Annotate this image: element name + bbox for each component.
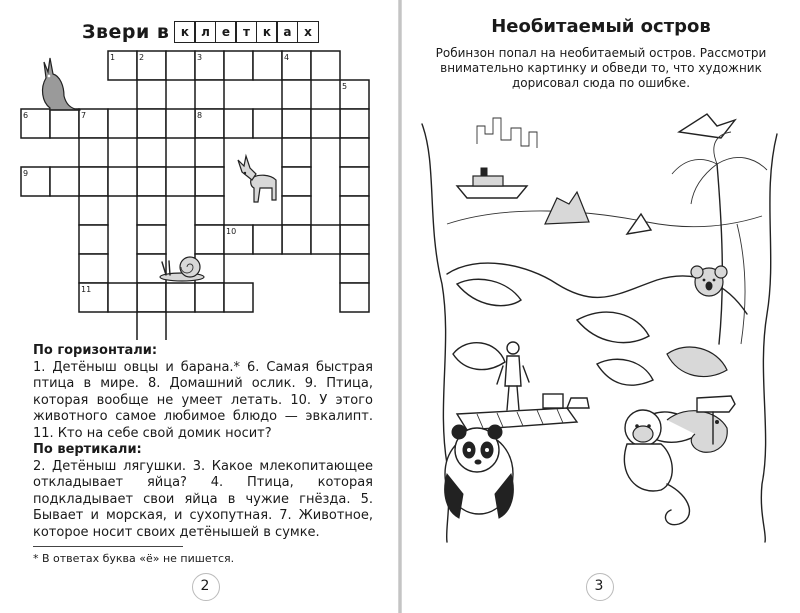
crossword-cell[interactable] [340, 109, 369, 138]
crossword-cell[interactable] [79, 225, 108, 254]
raft-illustration [457, 394, 589, 430]
ship-illustration [457, 168, 527, 198]
title-letter-boxes [175, 21, 319, 43]
clue-number: 5 [342, 82, 348, 91]
title-letter: х [297, 21, 319, 43]
crossword-cell[interactable] [195, 225, 224, 254]
crossword-cell[interactable] [195, 138, 224, 167]
crossword-cell[interactable] [137, 80, 166, 109]
crossword-cell[interactable] [137, 138, 166, 167]
crossword-cell[interactable] [108, 283, 137, 312]
crossword-grid[interactable] [20, 50, 380, 340]
crossword-cell[interactable] [311, 51, 340, 80]
footnote: * В ответах буква «ё» не пишется. [33, 552, 235, 565]
clue-number: 10 [226, 227, 237, 236]
crossword-cell[interactable] [311, 225, 340, 254]
page-title: Необитаемый остров [491, 16, 711, 37]
crossword-cell[interactable] [253, 51, 282, 80]
clue-number: 2 [139, 53, 145, 62]
robinson-figure [497, 342, 529, 410]
crossword-cell[interactable] [340, 225, 369, 254]
title-letter: к [174, 21, 196, 43]
crossword-cell[interactable] [195, 196, 224, 225]
island-illustration[interactable] [417, 104, 787, 544]
crossword-cell[interactable] [79, 196, 108, 225]
left-page [0, 0, 398, 613]
title-letter: е [215, 21, 237, 43]
clue-number: 4 [284, 53, 290, 62]
clue-number: 11 [81, 285, 92, 294]
crossword-clues [33, 343, 373, 541]
crossword-cell[interactable] [195, 80, 224, 109]
donkey-illustration [238, 156, 276, 202]
task-instructions: Робинзон попал на необитаемый остров. Рассмотри внимательно картинку и обведи то, что художник дорисовал сюда по ошибке. [435, 46, 767, 90]
panda-illustration [445, 425, 514, 518]
crossword-cell[interactable] [166, 283, 195, 312]
crossword-cell[interactable] [166, 109, 195, 138]
crossword-cell[interactable] [253, 225, 282, 254]
crossword-cell[interactable] [79, 138, 108, 167]
crossword-cell[interactable] [311, 109, 340, 138]
crossword-cell[interactable] [253, 109, 282, 138]
crossword-cell[interactable] [340, 138, 369, 167]
across-clues: 1. Детёныш овцы и барана.* 6. Самая быстрая птица в мире. 8. Домашний ослик. 9. Птица, которая вообще не умеет летать. 10. У этого животного самое любимое блюдо — эвкалипт. 11. Кто на себе свой домик носит? [33, 359, 373, 441]
crossword-cell[interactable] [137, 109, 166, 138]
page-number-right: 3 [586, 573, 612, 599]
title-letter: а [276, 21, 298, 43]
crossword-cell[interactable] [224, 51, 253, 80]
crossword-cell[interactable] [137, 196, 166, 225]
clue-number: 9 [23, 169, 29, 178]
clue-number: 8 [197, 111, 203, 120]
down-clues: 2. Детёныш лягушки. 3. Какое млекопитающее откладывает яйца? 4. Птица, которая подкладывает свои яйца в чужие гнёзда. 5. Бывает и морская, и сухопутная. 7. Животное, которое носит своих детёнышей в сумке. [33, 458, 373, 540]
crossword-cell[interactable] [195, 283, 224, 312]
crossword-cell[interactable] [282, 80, 311, 109]
crossword-cell[interactable] [137, 312, 166, 340]
across-heading: По горизонтали: [33, 343, 158, 358]
title-letter: т [235, 21, 257, 43]
crossword-cells [21, 51, 369, 340]
crossword-title [82, 20, 319, 44]
crossword-cell[interactable] [340, 196, 369, 225]
title-letter: к [256, 21, 278, 43]
crossword-cell[interactable] [340, 167, 369, 196]
right-page [402, 0, 800, 613]
kangaroo-illustration [43, 58, 80, 110]
clue-number: 3 [197, 53, 203, 62]
clue-number: 1 [110, 53, 116, 62]
page-number-left: 2 [192, 573, 218, 599]
crossword-cell[interactable] [137, 167, 166, 196]
crossword-cell[interactable] [340, 283, 369, 312]
clue-number: 6 [23, 111, 29, 120]
rock-hills [545, 192, 651, 234]
clue-number: 7 [81, 111, 87, 120]
crossword-cell[interactable] [282, 225, 311, 254]
crossword-cell[interactable] [108, 109, 137, 138]
crossword-cell[interactable] [79, 167, 108, 196]
palm-trees [672, 132, 767, 344]
city-skyline [477, 118, 537, 148]
crossword-cell[interactable] [282, 138, 311, 167]
crossword-cell[interactable] [50, 167, 79, 196]
crossword-cell[interactable] [137, 283, 166, 312]
crossword-cell[interactable] [224, 283, 253, 312]
footnote-divider [33, 546, 183, 547]
crossword-cell[interactable] [282, 109, 311, 138]
crossword-cell[interactable] [166, 51, 195, 80]
crossword-cell[interactable] [79, 254, 108, 283]
crossword-cell[interactable] [282, 196, 311, 225]
down-heading: По вертикали: [33, 442, 142, 457]
crossword-cell[interactable] [108, 167, 137, 196]
crossword-cell[interactable] [137, 225, 166, 254]
crossword-cell[interactable] [195, 167, 224, 196]
crossword-cell[interactable] [224, 109, 253, 138]
crossword-cell[interactable] [340, 254, 369, 283]
crossword-cell[interactable] [50, 109, 79, 138]
title-word: Звери в [82, 21, 170, 43]
bird-illustration [679, 114, 735, 138]
title-letter: л [194, 21, 216, 43]
crossword-cell[interactable] [282, 167, 311, 196]
crossword-cell[interactable] [166, 167, 195, 196]
